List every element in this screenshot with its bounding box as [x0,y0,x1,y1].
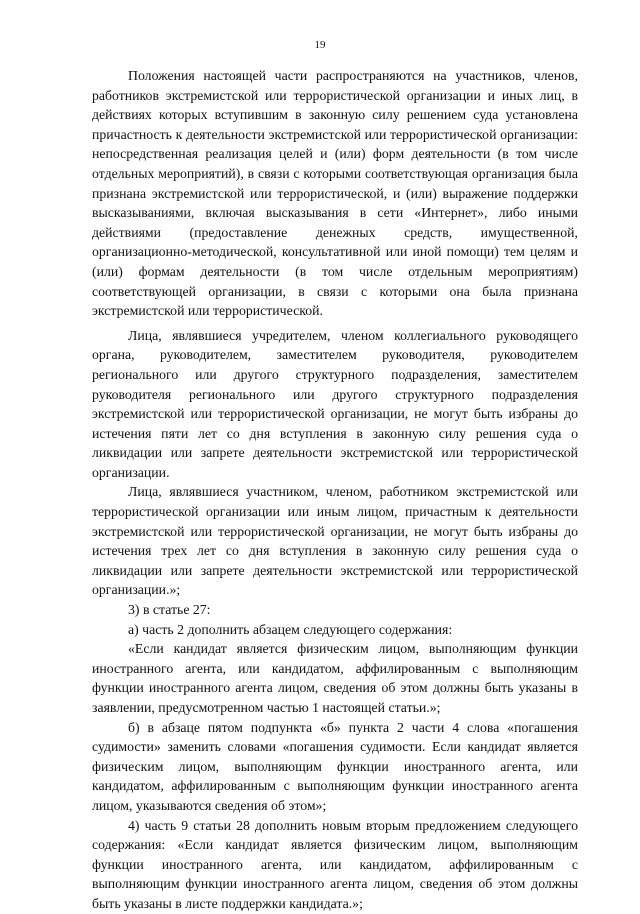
paragraph-amendment-b: б) в абзаце пятом подпункта «б» пункта 2 части 4 слова «погашения судимости» заменить словами «погашения судимости. Если кандидат является физическим лицом, выполняющим функции иностранного агента, или кандидатом, аффилированным с выполняющим функции иностранного агента лицом, указываются сведения об этом»; [92,719,578,813]
paragraph-amendment-a: а) часть 2 дополнить абзацем следующего содержания: [128,621,453,637]
paragraph-article-27: 3) в статье 27: [128,602,211,618]
page-number: 19 [314,39,326,51]
paragraph-foreign-agent-statement: «Если кандидат является физическим лицом, выполняющим функции иностранного агента, или кандидатом, аффилированным с выполняющим функции иностранного агента лицом, сведения об этом должны быть указаны в заявлении, предусмотренном частью 1 настоящей статьи.»; [92,641,578,715]
paragraph-extremist-participants: Положения настоящей части распространяются на участников, членов, работников экстремистской или террористической организации и иных лиц, в действиях которых вступившим в законную силу решением суда установлена причастность к деятельности экстремистской или террористической организации: непосредственная реализация целей и (или) форм деятельности (в том числе отдельных мероприятий), в связи с которыми соответствующая организация была признана экстремистской или террористической, и (или) выражение поддержки высказываниями, включая высказывания в сети «Интернет», либо иными действиями (предоставление денежных средств, имущественной, организационно-методической, консультативной или иной помощи) тем целям и (или) формам деятельности (в том числе отдельным мероприятиям) соответствующей организации, в связи с которыми она была признана экстремистской или террористической. [92,68,578,319]
paragraph-members-restriction: Лица, являвшиеся участником, членом, работником экстремистской или террористической организации или иным лицом, причастным к деятельности экстремистской или террористической организации, не могут быть избраны до истечения трех лет со дня вступления в законную силу решения суда о ликвидации или запрете деятельности экстремистской или террористической организации.»; [92,484,578,598]
paragraph-founders-restriction: Лица, являвшиеся учредителем, членом коллегиального руководящего органа, руководителем, заместителем руководителя, руководителем регионального или другого структурного подразделения, заместителем руководителя регионального или другого структурного подразделения экстремистской или террористической организации, не могут быть избраны до истечения пяти лет со дня вступления в законную силу решения суда о ликвидации или запрете деятельности экстремистской или террористической организации. [92,327,578,480]
document-body [92,66,578,914]
paragraph-article-28: 4) часть 9 статьи 28 дополнить новым вторым предложением следующего содержания: «Если кандидат является физическим лицом, выполняющим функции иностранного агента, или кандидатом, аффилированным с выполняющим функции иностранного агента лицом, сведения об этом должны быть указаны в листе поддержки кандидата.»; [92,817,578,911]
